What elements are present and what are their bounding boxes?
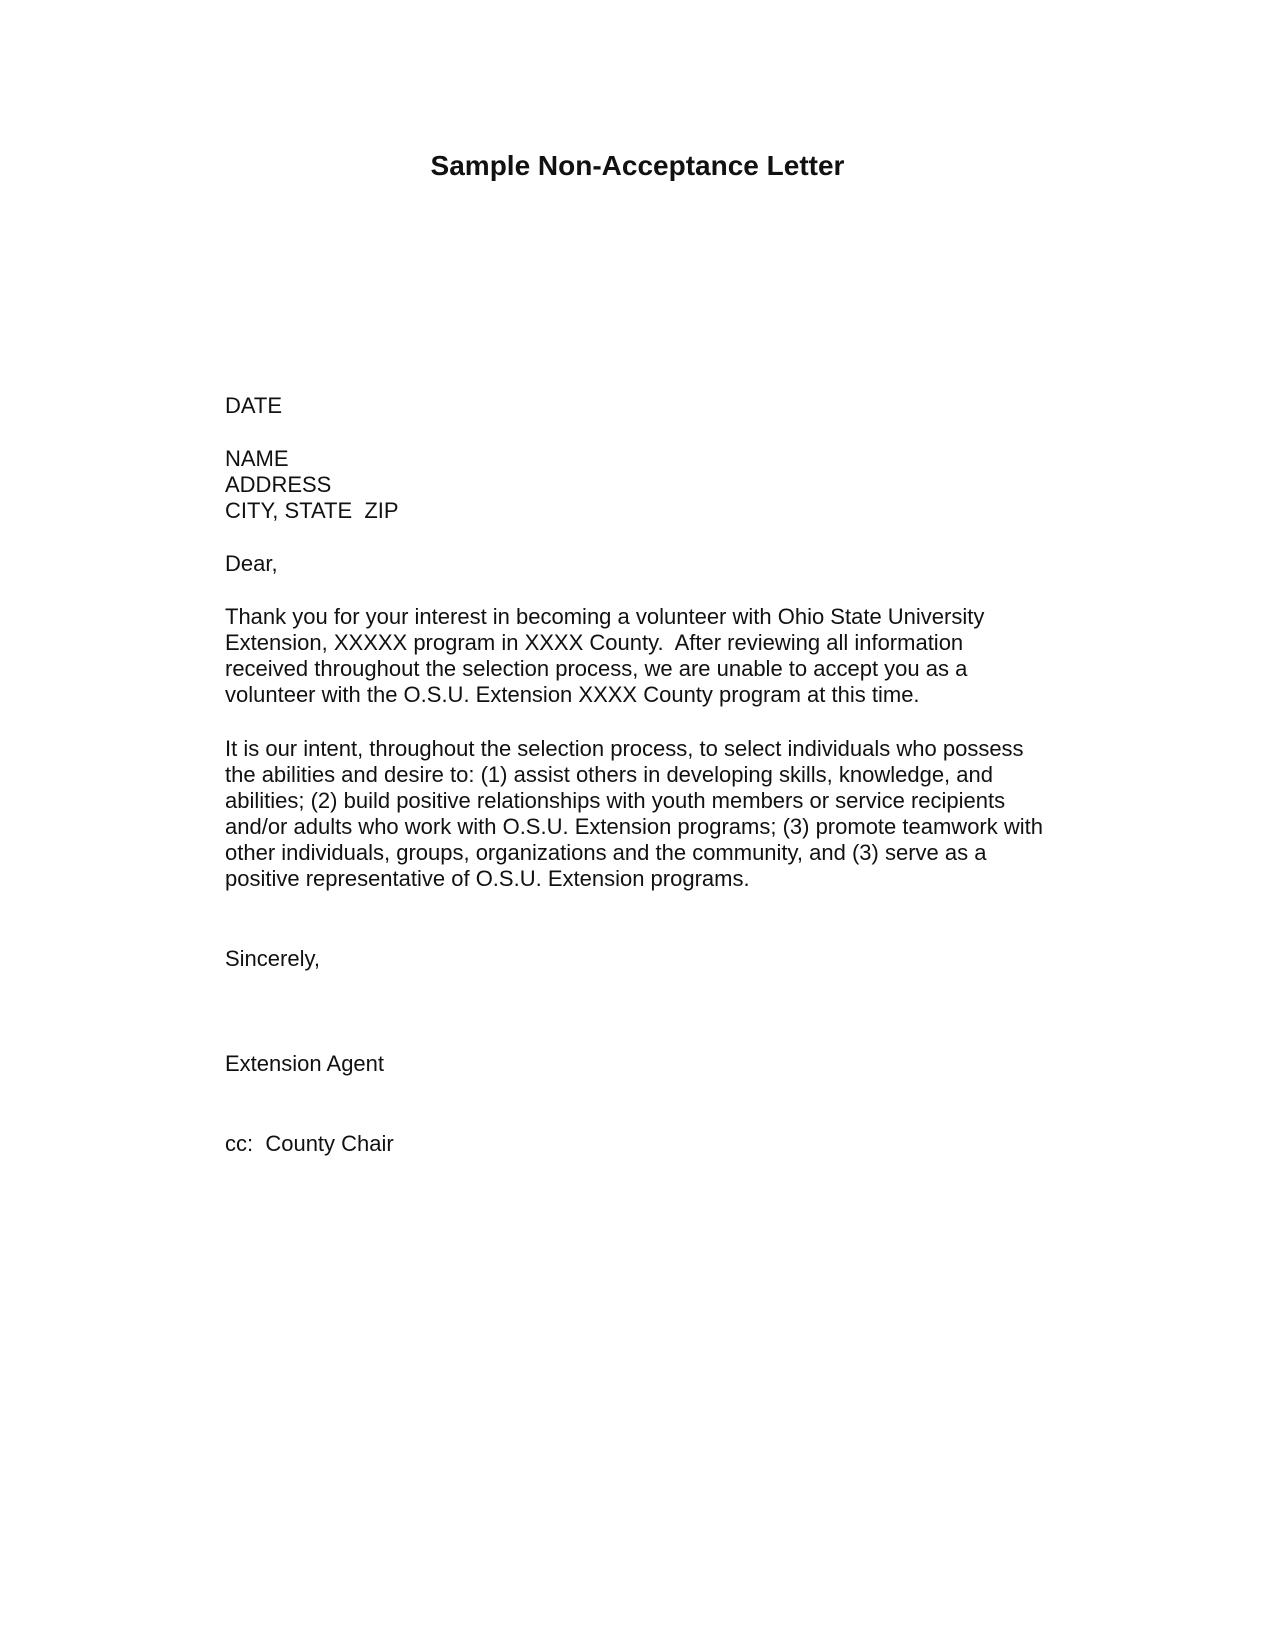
paragraph-1-line: volunteer with the O.S.U. Extension XXXX County program at this time.	[225, 682, 920, 707]
salutation: Dear,	[225, 551, 278, 576]
paragraph-2-line: positive representative of O.S.U. Extension programs.	[225, 866, 750, 891]
date-line: DATE	[225, 393, 283, 418]
closing: Sincerely,	[225, 946, 320, 971]
paragraph-2-line: abilities; (2) build positive relationships with youth members or service recipients	[225, 788, 1006, 813]
recipient-address: ADDRESS	[225, 472, 332, 497]
paragraph-2-line: the abilities and desire to: (1) assist others in developing skills, knowledge, and	[225, 762, 993, 787]
paragraph-2-line: and/or adults who work with O.S.U. Extension programs; (3) promote teamwork with	[225, 814, 1043, 839]
paragraph-1-line: Extension, XXXXX program in XXXX County. After reviewing all information	[225, 630, 964, 655]
paragraph-2-line: It is our intent, throughout the selection process, to select individuals who possess	[225, 736, 1024, 761]
paragraph-1-line: Thank you for your interest in becoming a volunteer with Ohio State University	[225, 604, 985, 629]
recipient-name: NAME	[225, 446, 289, 471]
paragraph-1-line: received throughout the selection process, we are unable to accept you as a	[225, 656, 968, 681]
recipient-city-state-zip: CITY, STATE ZIP	[225, 498, 399, 523]
signature-title: Extension Agent	[225, 1051, 385, 1076]
letter-title: Sample Non-Acceptance Letter	[430, 150, 845, 181]
paragraph-2-line: other individuals, groups, organizations and the community, and (3) serve as a	[225, 840, 987, 865]
cc-line: cc: County Chair	[225, 1131, 394, 1156]
